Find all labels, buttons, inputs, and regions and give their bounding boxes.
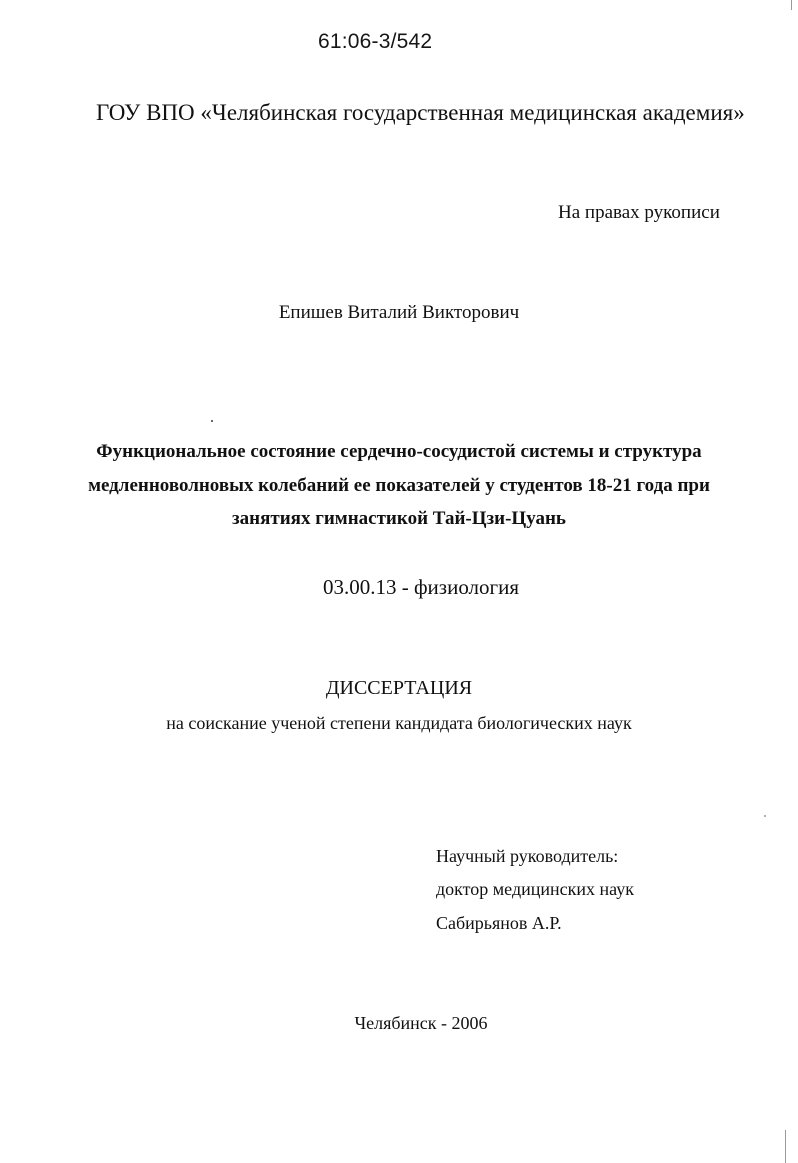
city-year: Челябинск - 2006 [354,1013,488,1033]
supervisor-label: Научный руководитель: [436,846,619,866]
author-name: Епишев Виталий Викторович [278,302,520,323]
scan-edge-mark [785,1130,786,1163]
scan-speck [764,815,766,817]
scan-edge-mark [791,0,792,10]
thesis-title-line: Функциональное состояние сердечно-сосудистой системы и структура [96,441,702,462]
thesis-title-line: медленноволновых колебаний ее показателей у студентов 18-21 года при [88,475,710,496]
supervisor-name: Сабирьянов А.Р. [436,913,562,933]
institution-name: ГОУ ВПО «Челябинская государственная медицинская академия» [96,100,745,125]
supervisor-degree: доктор медицинских наук [436,879,634,899]
document-type: ДИССЕРТАЦИЯ [325,677,473,699]
specialty-code: 03.00.13 - физиология [322,575,520,599]
rights-note: На правах рукописи [558,202,720,223]
scan-speck [211,420,213,422]
degree-description: на соискание ученой степени кандидата биологических наук [166,713,632,733]
archive-stamp-number: 61:06-3/542 [318,30,433,53]
thesis-title-line: занятиях гимнастикой Тай-Цзи-Цуань [232,508,566,529]
